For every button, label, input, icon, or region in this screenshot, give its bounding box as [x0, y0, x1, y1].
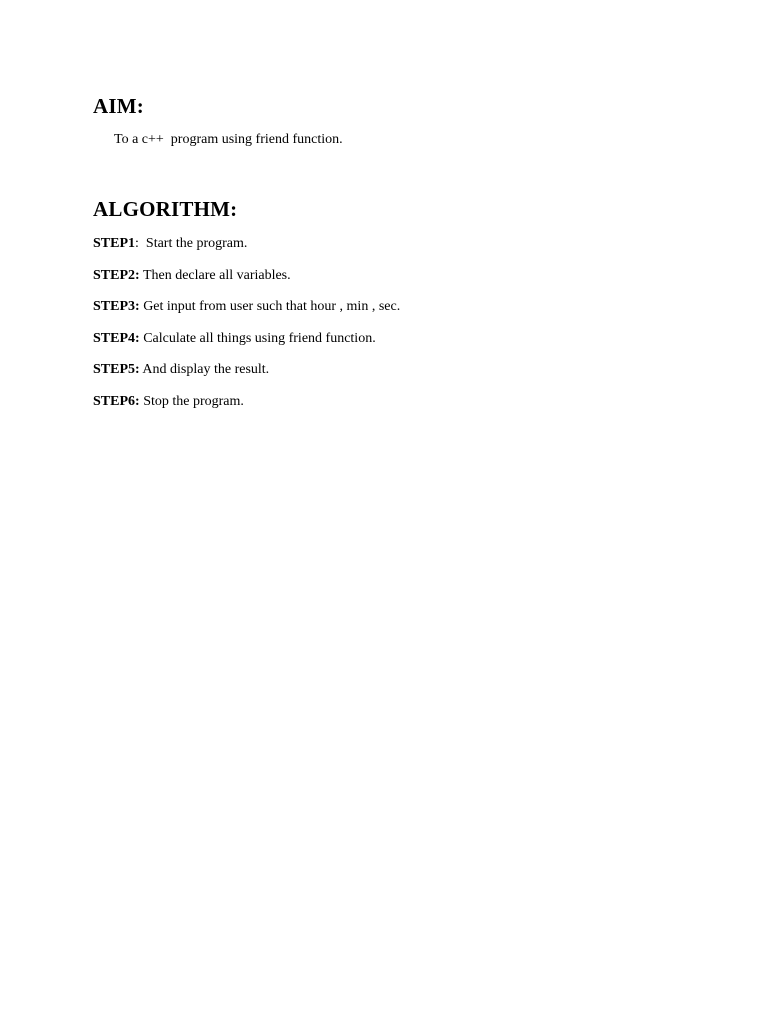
step-label: STEP1: [93, 236, 136, 251]
step-label: STEP5:: [93, 362, 140, 378]
step-separator: :: [135, 236, 146, 251]
step-label: STEP3:: [93, 299, 140, 315]
step-5: [93, 363, 400, 395]
step-6: [93, 395, 400, 427]
step-3: [93, 300, 400, 332]
algorithm-heading: ALGORITHM:: [93, 197, 238, 221]
step-text: Then declare all variables.: [142, 267, 291, 283]
step-text: Start the program.: [145, 236, 248, 251]
step-2: [93, 269, 400, 301]
step-label: STEP6:: [93, 393, 140, 409]
aim-text: To a c++ program using friend function.: [114, 132, 343, 147]
step-1: [93, 237, 400, 269]
step-4: [93, 332, 400, 364]
step-text: Stop the program.: [143, 393, 244, 409]
step-label: STEP4:: [93, 330, 140, 346]
step-text: Get input from user such that hour , min , sec.: [143, 299, 401, 315]
aim-heading: AIM:: [93, 94, 144, 118]
algorithm-steps: [93, 237, 400, 427]
step-text: Calculate all things using friend function.: [143, 330, 376, 346]
step-label: STEP2:: [93, 267, 140, 283]
step-text: And display the result.: [142, 362, 270, 378]
